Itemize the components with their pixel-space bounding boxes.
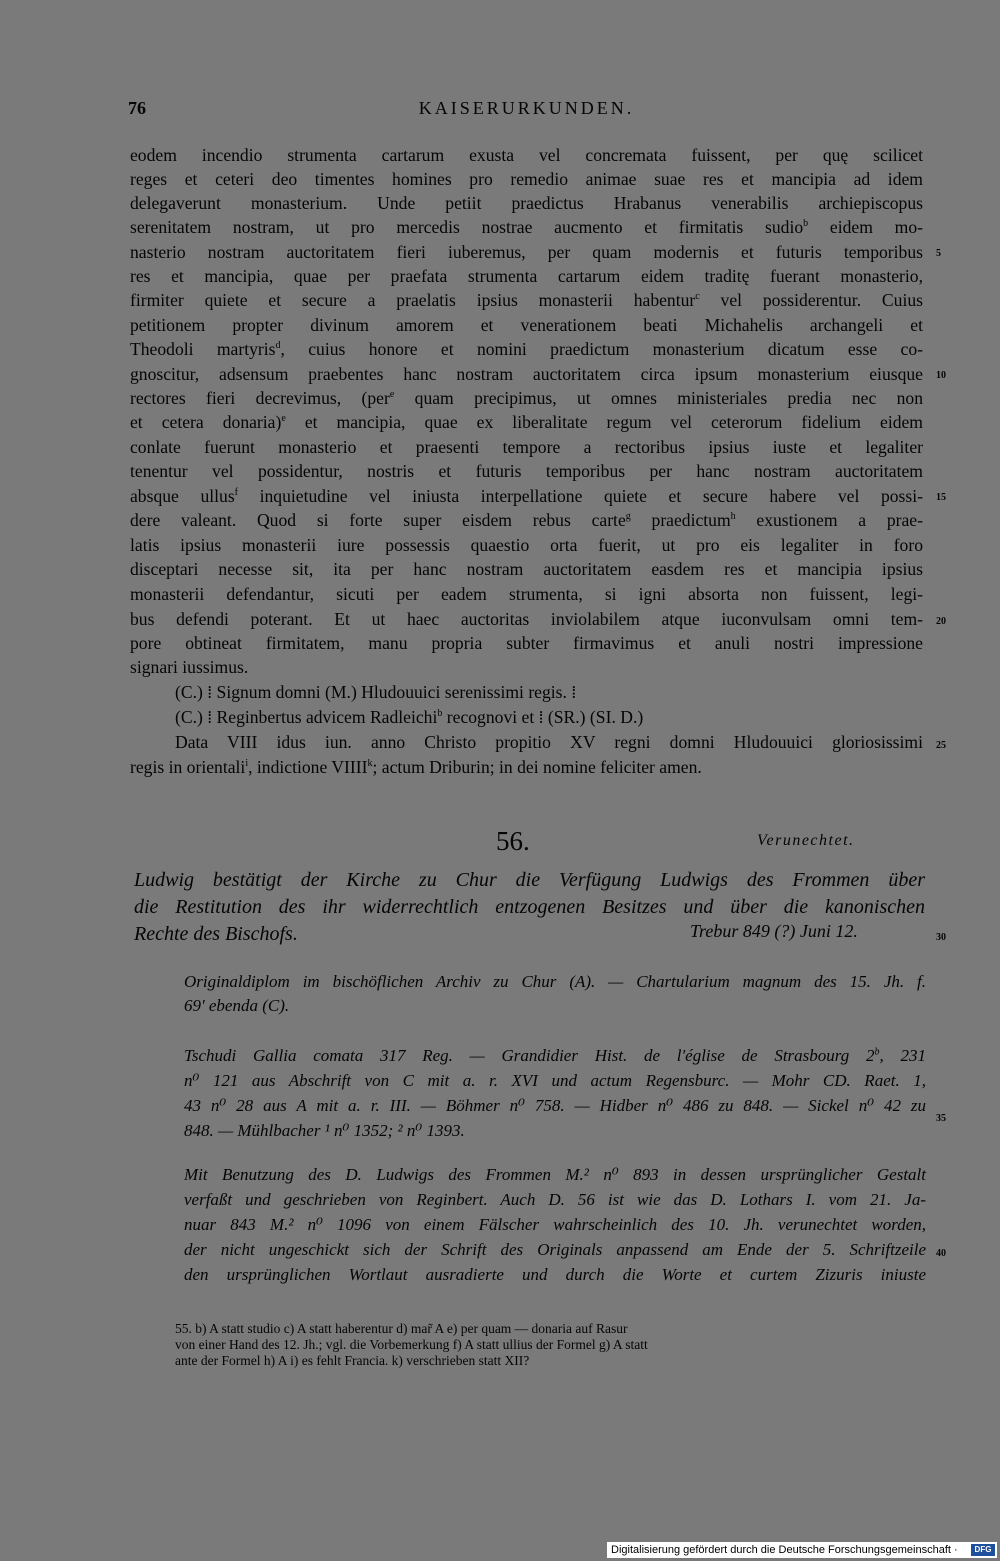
running-title: KAISERURKUNDEN. bbox=[418, 98, 635, 118]
body-line: monasterii defendantur, sicuti per eadem strumenta, si igni absorta non fuissent, legi- bbox=[130, 584, 923, 604]
body-line bbox=[130, 337, 923, 361]
funding-footer bbox=[607, 1542, 997, 1558]
body-text: , indictione VIIII bbox=[248, 757, 368, 777]
body-text: et mancipia, quae ex liberalitate regum vel ceterorum fidelium eidem bbox=[285, 412, 923, 432]
page-number: 76 bbox=[128, 98, 146, 118]
regest-line: die Restitution des ihr widerrechtlich entzogenen Besitzes und über die kanonischen bbox=[134, 896, 925, 918]
line-number: 15 bbox=[936, 492, 946, 503]
footnote-marker: b bbox=[437, 708, 443, 720]
line-number: 25 bbox=[936, 740, 946, 751]
footnote-marker: g bbox=[625, 511, 631, 523]
source-line: 69' ebenda (C). bbox=[184, 996, 290, 1015]
footnote-marker: i bbox=[245, 758, 249, 770]
commentary-line: der nicht ungeschickt sich der Schrift des Originals anpassend am Ende der 5. Schriftzeile bbox=[184, 1240, 926, 1259]
literature-line: 848. — Mühlbacher ¹ n⁰ 1352; ² n⁰ 1393. bbox=[184, 1121, 465, 1140]
body-line bbox=[130, 215, 923, 239]
body-line: latis ipsius monasterii iure possessis quaestio orta fuerit, ut pro eis legaliter in foro bbox=[130, 535, 923, 555]
line-number: 40 bbox=[936, 1248, 946, 1259]
source-line: Originaldiplom im bischöflichen Archiv zu Chur (A). — Chartularium magnum des 15. Jh. f. bbox=[184, 972, 926, 991]
body-line: bus defendi poterant. Et ut haec auctoritas inviolabilem atque iuconvulsam omni tem- bbox=[130, 609, 923, 629]
document-number: 56. bbox=[496, 826, 530, 856]
body-text: serenitatem nostram, ut pro mercedis nostrae aucmento et firmitatis sudio bbox=[130, 217, 804, 237]
footnote-marker: h bbox=[730, 511, 736, 523]
footnote-line: ante der Formel h) A i) es fehlt Francia. k) verschrieben statt XII? bbox=[175, 1353, 530, 1368]
literature-line: 43 n⁰ 28 aus A mit a. r. III. — Böhmer n⁰ 758. — Hidber n⁰ 486 zu 848. — Sickel n⁰ 42 zu bbox=[184, 1096, 926, 1115]
commentary-line: nuar 843 M.² n⁰ 1096 von einem Fälscher wahrscheinlich des 10. Jh. verunechtet worden, bbox=[184, 1215, 926, 1234]
footnote-marker: d bbox=[275, 340, 281, 352]
footnote-marker: f bbox=[234, 487, 239, 499]
body-text: recognovi et ⁞ (SR.) (SI. D.) bbox=[442, 707, 644, 727]
body-line: conlate fuerunt monasterio et praesenti tempore a rectoribus ipsius iuste et legaliter bbox=[130, 437, 923, 457]
footnote-marker: c bbox=[695, 291, 700, 303]
dating-line bbox=[130, 755, 923, 779]
body-text: regis in orientali bbox=[130, 757, 246, 777]
body-line bbox=[130, 484, 923, 508]
body-line: res et mancipia, quae per praefata strumenta cartarum eidem traditę fuerant monasterio, bbox=[130, 266, 923, 286]
footnote-marker: k bbox=[367, 758, 373, 770]
body-line: tenentur vel possidentur, nostris et futuris temporibus per hanc nostram auctoritatem bbox=[130, 461, 923, 481]
footnote-line: von einer Hand des 12. Jh.; vgl. die Vorbemerkung f) A statt ullius der Formel g) A statt bbox=[175, 1337, 648, 1352]
literature-line bbox=[184, 1044, 926, 1068]
body-text: ; actum Driburin; in dei nomine feliciter amen. bbox=[372, 757, 702, 777]
dfg-logo: DFG bbox=[971, 1544, 995, 1556]
body-line bbox=[130, 386, 923, 410]
footnote-marker: e bbox=[281, 413, 286, 425]
recognition-line bbox=[175, 705, 923, 729]
body-line: signari iussimus. bbox=[130, 657, 249, 677]
footnote-marker: b bbox=[803, 218, 809, 230]
regest-line: Ludwig bestätigt der Kirche zu Chur die Verfügung Ludwigs des Frommen über bbox=[134, 869, 925, 891]
commentary-line: Mit Benutzung des D. Ludwigs des Frommen M.² n⁰ 893 in dessen ursprünglicher Gestalt bbox=[184, 1165, 926, 1184]
regest-line: Rechte des Bischofs. bbox=[134, 923, 298, 945]
literature-line: n⁰ 121 aus Abschrift von C mit a. r. XVI und actum Regensburc. — Mohr CD. Raet. 1, bbox=[184, 1071, 926, 1090]
footnote-line: 55. b) A statt studio c) A statt haberentur d) mar̃ A e) per quam — donaria auf Rasur bbox=[175, 1321, 628, 1336]
body-line: nasterio nostram auctoritatem fieri iuberemus, per quam modernis et futuris temporibus bbox=[130, 242, 923, 262]
line-number: 10 bbox=[936, 370, 946, 381]
signum-line: (C.) ⁞ Signum domni (M.) Hludouuici serenissimi regis. ⁞ bbox=[175, 682, 577, 702]
footer-text: Digitalisierung gefördert durch die Deutsche Forschungsgemeinschaft · bbox=[611, 1544, 958, 1556]
body-text: vel possiderentur. Cuius bbox=[699, 290, 923, 310]
body-text: eidem mo- bbox=[808, 217, 923, 237]
body-text: rectores fieri decrevimus, (per bbox=[130, 388, 390, 408]
body-text: Tschudi Gallia comata 317 Reg. — Grandidier Hist. de l'église de Strasbourg 2 bbox=[184, 1046, 875, 1065]
body-text: absque ullus bbox=[130, 486, 235, 506]
body-line: eodem incendio strumenta cartarum exusta vel concremata fuissent, per quę scilicet bbox=[130, 145, 923, 165]
body-text: dere valeant. Quod si forte super eisdem rebus carte bbox=[130, 510, 626, 530]
body-line bbox=[130, 288, 923, 312]
running-head bbox=[128, 98, 925, 122]
footnote-marker: e bbox=[389, 389, 395, 401]
body-line: disceptari necesse sit, ita per hanc nostram auctoritatem easdem res et mancipia ipsius bbox=[130, 559, 923, 579]
body-text: quam precipimus, ut omnes ministeriales predia nec non bbox=[394, 388, 923, 408]
body-text: (C.) ⁞ Reginbertus advicem Radleichi bbox=[175, 707, 438, 727]
body-line: reges et ceteri deo timentes homines pro remedio animae suae res et mancipia ad idem bbox=[130, 169, 923, 189]
body-text: firmiter quiete et secure a praelatis ipsius monasterii habentur bbox=[130, 290, 696, 310]
body-line: petitionem propter divinum amorem et venerationem beati Michahelis archangeli et bbox=[130, 315, 923, 335]
body-text: , cuius honore et nomini praedictum monasterium dicatum esse co- bbox=[280, 339, 923, 359]
body-text: exustionem a prae- bbox=[735, 510, 923, 530]
line-number: 5 bbox=[936, 248, 941, 259]
footnote-marker: b bbox=[874, 1046, 880, 1058]
line-number: 20 bbox=[936, 616, 946, 627]
body-text: Theodoli martyris bbox=[130, 339, 276, 359]
body-text: praedictum bbox=[630, 510, 731, 530]
body-line: pore obtineat firmitatem, manu propria subter firmavimus et anuli nostri impressione bbox=[130, 633, 923, 653]
body-text: inquietudine vel iniusta interpellatione quiete et secure habere vel possi- bbox=[238, 486, 923, 506]
body-line bbox=[130, 508, 923, 532]
line-number: 30 bbox=[936, 932, 946, 943]
commentary-line: verfaßt und geschrieben von Reginbert. Auch D. 56 ist wie das D. Lothars I. vom 21. Ja- bbox=[184, 1190, 926, 1209]
commentary-line: den ursprünglichen Wortlaut ausradierte und durch die Worte et curtem Zizuris iniuste bbox=[184, 1265, 926, 1284]
body-text: et cetera donaria) bbox=[130, 412, 282, 432]
body-line: gnoscitur, adsensum praebentes hanc nostram auctoritatem circa ipsum monasterium eiusque bbox=[130, 364, 923, 384]
dating-line: Data VIII idus iun. anno Christo propitio XV regni domni Hludouuici gloriosissimi bbox=[175, 732, 923, 752]
body-line bbox=[130, 410, 923, 434]
body-text: , 231 bbox=[879, 1046, 926, 1065]
document-status: Verunechtet. bbox=[757, 832, 855, 849]
line-number: 35 bbox=[936, 1113, 946, 1124]
regest-date: Trebur 849 (?) Juni 12. bbox=[690, 921, 858, 941]
body-line: delegaverunt monasterium. Unde petiit praedictus Hrabanus venerabilis archiepiscopus bbox=[130, 193, 923, 213]
